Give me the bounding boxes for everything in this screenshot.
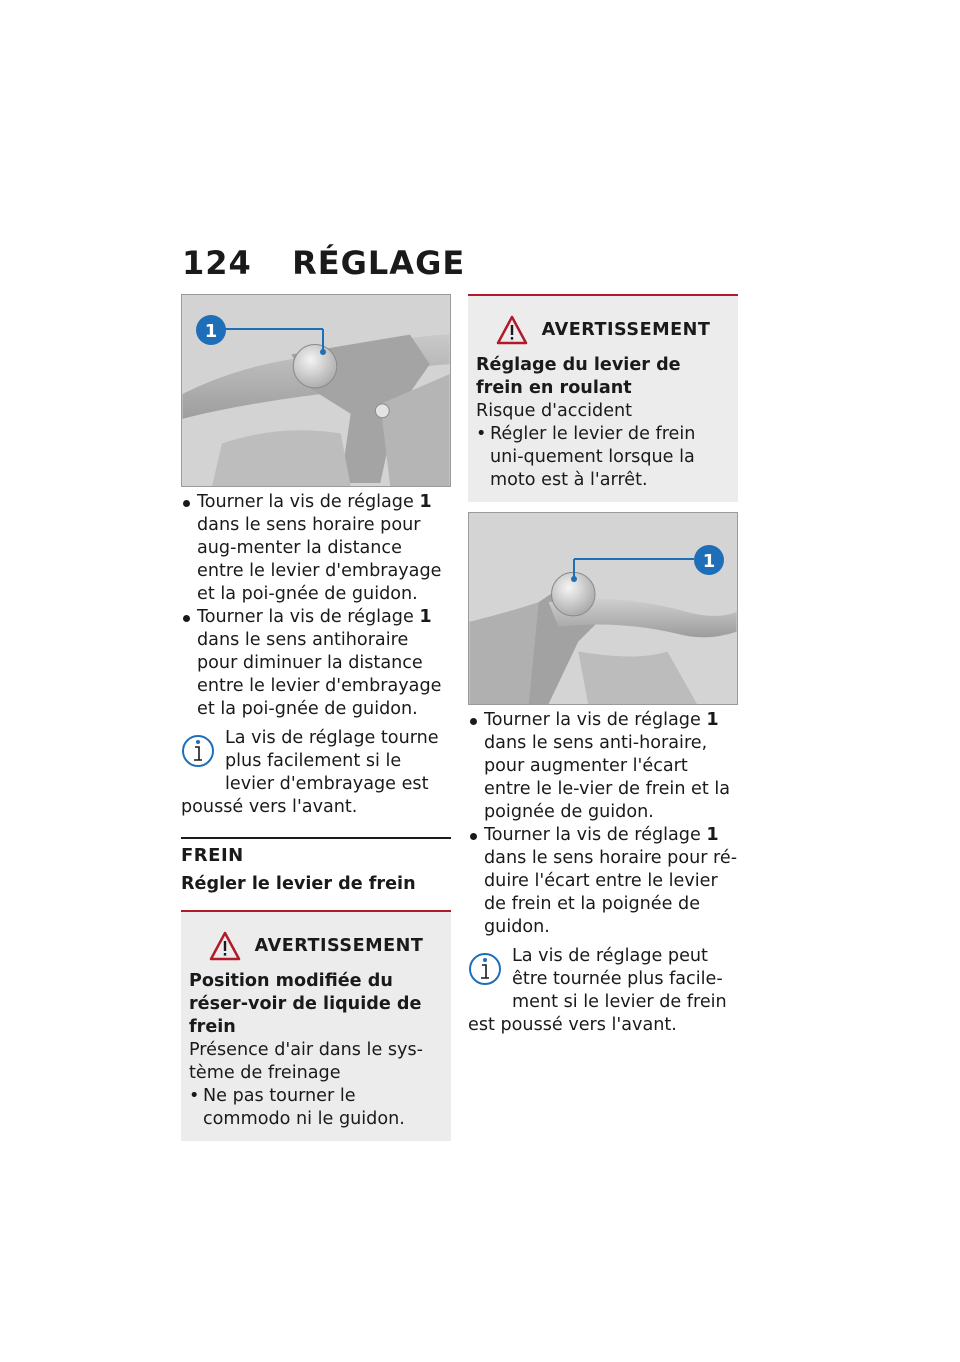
warning-triangle-icon — [496, 315, 528, 345]
section-title: FREIN — [181, 845, 244, 866]
clutch-lever-figure — [181, 294, 451, 487]
page-number: 124 — [182, 244, 252, 282]
subsection-title: Régler le levier de frein — [181, 874, 416, 894]
list-item: Tourner la vis de réglage 1 dans le sens anti-horaire, pour augmenter l'écart entre le le-vier de frein et la poignée de guidon. — [468, 709, 738, 824]
warning-box — [468, 294, 738, 502]
brake-lever-figure — [468, 512, 738, 705]
left-column — [181, 294, 451, 1141]
chapter-title: RÉGLAGE — [292, 244, 466, 282]
brake-adjust-steps — [468, 709, 738, 939]
info-note — [181, 727, 451, 819]
warning-box — [181, 910, 451, 1141]
warning-title: Réglage du levier de frein en roulant — [476, 355, 681, 398]
clutch-adjust-steps — [181, 491, 451, 721]
warning-header — [476, 312, 730, 348]
info-note — [468, 945, 738, 1037]
warning-list — [189, 1085, 443, 1131]
list-item: Tourner la vis de réglage 1 dans le sens horaire pour aug-menter la distance entre le levier d'embrayage et la poi-gnée de guidon. — [181, 491, 451, 606]
warning-triangle-icon — [209, 931, 241, 961]
callout-overlay — [469, 513, 738, 705]
warning-title: Position modifiée du réser-voir de liquide de frein — [189, 971, 422, 1037]
warning-label: AVERTISSEMENT — [254, 936, 424, 956]
warning-list — [476, 423, 730, 492]
warning-text: Risque d'accident — [476, 401, 633, 421]
right-column — [468, 294, 738, 1037]
warning-label: AVERTISSEMENT — [541, 320, 711, 340]
section-divider — [181, 837, 451, 839]
note-text: La vis de réglage tourne plus facilement si le levier d'embrayage est poussé vers l'avant. — [181, 728, 439, 817]
list-item: • Ne pas tourner le commodo ni le guidon. — [189, 1085, 443, 1131]
list-item: • Régler le levier de frein uni-quement lorsque la moto est à l'arrêt. — [476, 423, 730, 492]
list-item: Tourner la vis de réglage 1 dans le sens horaire pour ré-duire l'écart entre le levier de frein et la poignée de guidon. — [468, 824, 738, 939]
warning-header — [189, 928, 443, 964]
callout-number: 1 — [204, 321, 218, 342]
info-icon — [468, 949, 508, 993]
callout-number: 1 — [702, 551, 716, 572]
note-text: La vis de réglage peut être tournée plus facile-ment si le levier de frein est poussé vers l'avant. — [468, 946, 727, 1035]
list-item: Tourner la vis de réglage 1 dans le sens antihoraire pour diminuer la distance entre le levier d'embrayage et la poi-gnée de guidon. — [181, 606, 451, 721]
info-icon — [181, 731, 221, 775]
warning-text: Présence d'air dans le sys-tème de freinage — [189, 1040, 423, 1083]
page-header — [182, 244, 465, 282]
callout-overlay — [181, 294, 451, 487]
